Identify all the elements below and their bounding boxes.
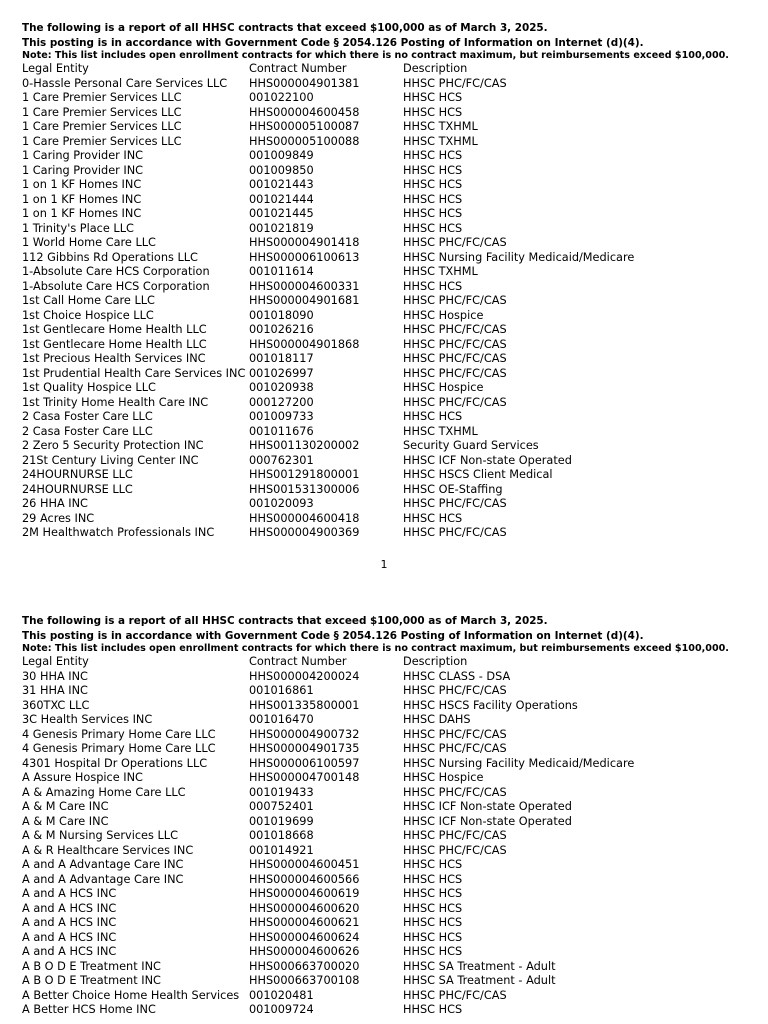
table-row xyxy=(22,1003,752,1018)
legal-entity-cell: 1 Care Premier Services LLC xyxy=(22,134,182,148)
description-cell: HHSC PHC/FC/CAS xyxy=(403,727,507,741)
table-row xyxy=(22,222,752,237)
description-cell: HHSC PHC/FC/CAS xyxy=(403,323,507,336)
report-page-1 xyxy=(22,21,752,541)
description-cell: HHSC CLASS - DSA xyxy=(403,669,511,683)
report-note: Note: This list includes open enrollment contracts for which there is no contract maximum, but reimbursements exceed $100,000. xyxy=(22,50,729,61)
legal-entity-cell: 2 Casa Foster Care LLC xyxy=(22,424,153,438)
legal-entity-cell: A Better HCS Home INC xyxy=(22,1003,156,1016)
contract-number-cell: HHS000006100597 xyxy=(249,756,360,770)
description-cell: HHSC PHC/FC/CAS xyxy=(403,843,507,857)
contract-number-cell: HHS000004600418 xyxy=(249,511,360,525)
legal-entity-cell: 1 Care Premier Services LLC xyxy=(22,105,182,119)
contract-number-cell: 001009850 xyxy=(249,163,314,177)
contract-number-cell: HHS001130200002 xyxy=(249,439,360,452)
table-row xyxy=(22,786,752,801)
contract-number-cell: 001020938 xyxy=(249,381,314,394)
contract-table-page-2 xyxy=(22,670,752,1018)
contract-number-cell: 001016861 xyxy=(249,684,314,697)
legal-entity-cell: 1st Choice Hospice LLC xyxy=(22,308,154,322)
contract-number-cell: HHS000004600626 xyxy=(249,945,360,958)
description-cell: HHSC PHC/FC/CAS xyxy=(403,395,507,409)
contract-number-cell: HHS000006100613 xyxy=(249,250,360,264)
report-posting-statement: This posting is in accordance with Government Code § 2054.126 Posting of Information on Internet (d)(4). xyxy=(22,36,644,49)
description-cell: HHSC ICF Non-state Operated xyxy=(403,800,572,813)
table-row xyxy=(22,699,752,714)
table-row xyxy=(22,309,752,324)
contract-number-cell: HHS000004901381 xyxy=(249,76,360,90)
table-row xyxy=(22,425,752,440)
description-cell: HHSC HCS xyxy=(403,410,463,423)
page-number: 1 xyxy=(380,558,388,571)
legal-entity-cell: 30 HHA INC xyxy=(22,669,88,683)
contract-number-cell: 001021445 xyxy=(249,207,314,220)
column-header-contract-number: Contract Number xyxy=(249,62,347,75)
description-cell: HHSC HCS xyxy=(403,511,463,525)
table-row xyxy=(22,106,752,121)
legal-entity-cell: 1st Call Home Care LLC xyxy=(22,294,155,307)
legal-entity-cell: A and A HCS INC xyxy=(22,930,117,944)
table-row xyxy=(22,265,752,280)
table-row xyxy=(22,367,752,382)
table-row xyxy=(22,742,752,757)
description-cell: HHSC TXHML xyxy=(403,265,478,278)
contract-number-cell: HHS000005100088 xyxy=(249,134,360,148)
contract-number-cell: HHS000005100087 xyxy=(249,120,360,133)
table-row xyxy=(22,757,752,772)
table-row xyxy=(22,512,752,527)
description-cell: HHSC HCS xyxy=(403,916,463,929)
column-header-contract-number: Contract Number xyxy=(249,655,347,668)
description-cell: HHSC TXHML xyxy=(403,120,478,133)
table-row xyxy=(22,338,752,353)
legal-entity-cell: A Better Choice Home Health Services xyxy=(22,988,240,1002)
contract-number-cell: HHS001531300006 xyxy=(249,482,360,496)
contract-number-cell: HHS000004901735 xyxy=(249,742,360,755)
legal-entity-cell: 3C Health Services INC xyxy=(22,713,153,726)
legal-entity-cell: 24HOURNURSE LLC xyxy=(22,482,133,496)
legal-entity-cell: 360TXC LLC xyxy=(22,698,90,712)
table-row xyxy=(22,120,752,135)
report-posting-statement: This posting is in accordance with Government Code § 2054.126 Posting of Information on Internet (d)(4). xyxy=(22,629,644,642)
description-cell: HHSC PHC/FC/CAS xyxy=(403,497,507,510)
legal-entity-cell: 1st Gentlecare Home Health LLC xyxy=(22,337,207,351)
contract-number-cell: HHS000004901418 xyxy=(249,236,360,249)
legal-entity-cell: A Assure Hospice INC xyxy=(22,771,143,784)
table-row xyxy=(22,771,752,786)
table-row xyxy=(22,873,752,888)
legal-entity-cell: 1 on 1 KF Homes INC xyxy=(22,192,142,206)
table-row xyxy=(22,670,752,685)
table-row xyxy=(22,483,752,498)
column-header-description: Description xyxy=(403,655,468,668)
description-cell: HHSC Nursing Facility Medicaid/Medicare xyxy=(403,756,635,770)
legal-entity-cell: 1 Caring Provider INC xyxy=(22,149,144,162)
contract-number-cell: HHS000004600620 xyxy=(249,901,360,915)
description-cell: HHSC HCS xyxy=(403,930,463,944)
description-cell: HHSC PHC/FC/CAS xyxy=(403,684,507,697)
description-cell: HHSC PHC/FC/CAS xyxy=(403,785,507,799)
table-row xyxy=(22,931,752,946)
legal-entity-cell: 112 Gibbins Rd Operations LLC xyxy=(22,250,198,264)
contract-number-cell: HHS000004600619 xyxy=(249,887,360,900)
description-cell: HHSC HCS xyxy=(403,858,463,871)
report-title: The following is a report of all HHSC contracts that exceed $100,000 as of March 3, 2025. xyxy=(22,615,548,627)
description-cell: HHSC HCS xyxy=(403,1003,463,1016)
legal-entity-cell: 4 Genesis Primary Home Care LLC xyxy=(22,727,216,741)
table-header-row xyxy=(22,62,752,77)
legal-entity-cell: 1-Absolute Care HCS Corporation xyxy=(22,279,210,293)
legal-entity-cell: 1 Trinity's Place LLC xyxy=(22,221,134,235)
contract-number-cell: 001026997 xyxy=(249,366,314,380)
legal-entity-cell: A and A HCS INC xyxy=(22,945,117,958)
contract-number-cell: HHS000004900732 xyxy=(249,727,360,741)
contract-number-cell: HHS000004700148 xyxy=(249,771,360,784)
contract-number-cell: 001020093 xyxy=(249,497,314,510)
description-cell: HHSC Hospice xyxy=(403,381,484,394)
description-cell: HHSC HCS xyxy=(403,945,463,958)
contract-number-cell: HHS001291800001 xyxy=(249,468,360,481)
description-cell: HHSC HCS xyxy=(403,872,463,886)
table-header-row xyxy=(22,655,752,670)
contract-number-cell: 001011676 xyxy=(249,424,314,438)
description-cell: HHSC HCS xyxy=(403,178,463,191)
contract-number-cell: HHS000004600451 xyxy=(249,858,360,871)
table-row xyxy=(22,468,752,483)
description-cell: HHSC PHC/FC/CAS xyxy=(403,337,507,351)
table-row xyxy=(22,815,752,830)
legal-entity-cell: 1 Caring Provider INC xyxy=(22,163,144,177)
contract-number-cell: 001022100 xyxy=(249,91,314,104)
contract-number-cell: 001018668 xyxy=(249,829,314,842)
legal-entity-cell: A B O D E Treatment INC xyxy=(22,959,161,973)
contract-number-cell: 001026216 xyxy=(249,323,314,336)
legal-entity-cell: 4 Genesis Primary Home Care LLC xyxy=(22,742,216,755)
contract-number-cell: HHS000004600331 xyxy=(249,279,360,293)
legal-entity-cell: 29 Acres INC xyxy=(22,511,95,525)
description-cell: HHSC HCS xyxy=(403,192,463,206)
legal-entity-cell: 2M Healthwatch Professionals INC xyxy=(22,526,215,539)
table-row xyxy=(22,396,752,411)
legal-entity-cell: 1st Quality Hospice LLC xyxy=(22,381,156,394)
contract-number-cell: HHS000663700108 xyxy=(249,974,360,987)
description-cell: HHSC HCS xyxy=(403,207,463,220)
contract-number-cell: HHS000004600458 xyxy=(249,105,360,119)
table-row xyxy=(22,193,752,208)
description-cell: HHSC Nursing Facility Medicaid/Medicare xyxy=(403,250,635,264)
table-row xyxy=(22,352,752,367)
legal-entity-cell: A & M Nursing Services LLC xyxy=(22,829,178,842)
table-row xyxy=(22,251,752,266)
legal-entity-cell: A and A HCS INC xyxy=(22,887,117,900)
table-row xyxy=(22,902,752,917)
legal-entity-cell: 2 Casa Foster Care LLC xyxy=(22,410,153,423)
contract-number-cell: 001019433 xyxy=(249,785,314,799)
description-cell: HHSC PHC/FC/CAS xyxy=(403,236,507,249)
description-cell: HHSC HCS xyxy=(403,221,463,235)
legal-entity-cell: 1 Care Premier Services LLC xyxy=(22,120,182,133)
description-cell: HHSC TXHML xyxy=(403,134,478,148)
table-row xyxy=(22,454,752,469)
contract-number-cell: HHS000004200024 xyxy=(249,669,360,683)
description-cell: HHSC SA Treatment - Adult xyxy=(403,959,556,973)
legal-entity-cell: 1st Prudential Health Care Services INC xyxy=(22,366,246,380)
contract-number-cell: 001021443 xyxy=(249,178,314,191)
table-row xyxy=(22,858,752,873)
description-cell: HHSC SA Treatment - Adult xyxy=(403,974,556,987)
table-row xyxy=(22,945,752,960)
contract-number-cell: 001018117 xyxy=(249,352,314,365)
legal-entity-cell: 26 HHA INC xyxy=(22,497,88,510)
description-cell: HHSC Hospice xyxy=(403,308,484,322)
contract-number-cell: 000762301 xyxy=(249,453,314,467)
description-cell: HHSC PHC/FC/CAS xyxy=(403,76,507,90)
contract-number-cell: HHS000004600624 xyxy=(249,930,360,944)
legal-entity-cell: 1 Care Premier Services LLC xyxy=(22,91,182,104)
column-header-description: Description xyxy=(403,62,468,75)
contract-number-cell: HHS000004900369 xyxy=(249,526,360,539)
description-cell: HHSC HCS xyxy=(403,887,463,900)
description-cell: HHSC ICF Non-state Operated xyxy=(403,814,572,828)
legal-entity-cell: 4301 Hospital Dr Operations LLC xyxy=(22,756,208,770)
column-header-legal-entity: Legal Entity xyxy=(22,655,89,668)
table-row xyxy=(22,91,752,106)
contract-number-cell: HHS000004901681 xyxy=(249,294,360,307)
table-row xyxy=(22,323,752,338)
description-cell: HHSC DAHS xyxy=(403,713,471,726)
description-cell: HHSC HCS xyxy=(403,279,463,293)
table-row xyxy=(22,713,752,728)
description-cell: HHSC PHC/FC/CAS xyxy=(403,988,507,1002)
description-cell: HHSC Hospice xyxy=(403,771,484,784)
legal-entity-cell: A and A Advantage Care INC xyxy=(22,872,184,886)
contract-number-cell: 001009724 xyxy=(249,1003,314,1016)
table-row xyxy=(22,728,752,743)
description-cell: Security Guard Services xyxy=(403,439,539,452)
contract-number-cell: 001021819 xyxy=(249,221,314,235)
description-cell: HHSC PHC/FC/CAS xyxy=(403,294,507,307)
legal-entity-cell: 1st Precious Health Services INC xyxy=(22,352,206,365)
table-row xyxy=(22,800,752,815)
table-row xyxy=(22,178,752,193)
description-cell: HHSC PHC/FC/CAS xyxy=(403,366,507,380)
description-cell: HHSC HCS xyxy=(403,163,463,177)
legal-entity-cell: 31 HHA INC xyxy=(22,684,88,697)
legal-entity-cell: 24HOURNURSE LLC xyxy=(22,468,133,481)
description-cell: HHSC PHC/FC/CAS xyxy=(403,742,507,755)
contract-number-cell: 001019699 xyxy=(249,814,314,828)
description-cell: HHSC ICF Non-state Operated xyxy=(403,453,572,467)
contract-number-cell: 001009733 xyxy=(249,410,314,423)
description-cell: HHSC HCS xyxy=(403,91,463,104)
table-row xyxy=(22,439,752,454)
legal-entity-cell: A & M Care INC xyxy=(22,814,109,828)
table-row xyxy=(22,381,752,396)
legal-entity-cell: 1st Trinity Home Health Care INC xyxy=(22,395,209,409)
table-row xyxy=(22,887,752,902)
legal-entity-cell: A and A Advantage Care INC xyxy=(22,858,184,871)
description-cell: HHSC PHC/FC/CAS xyxy=(403,526,507,539)
table-row xyxy=(22,844,752,859)
legal-entity-cell: A and A HCS INC xyxy=(22,916,117,929)
contract-number-cell: 001018090 xyxy=(249,308,314,322)
contract-number-cell: HHS000004901868 xyxy=(249,337,360,351)
contract-number-cell: 000752401 xyxy=(249,800,314,813)
table-row xyxy=(22,135,752,150)
legal-entity-cell: 1 on 1 KF Homes INC xyxy=(22,178,142,191)
contract-number-cell: 001011614 xyxy=(249,265,314,278)
legal-entity-cell: 2 Zero 5 Security Protection INC xyxy=(22,439,204,452)
table-row xyxy=(22,164,752,179)
contract-number-cell: 001009849 xyxy=(249,149,314,162)
legal-entity-cell: 1 on 1 KF Homes INC xyxy=(22,207,142,220)
contract-number-cell: 001016470 xyxy=(249,713,314,726)
legal-entity-cell: A & R Healthcare Services INC xyxy=(22,843,194,857)
legal-entity-cell: 1 World Home Care LLC xyxy=(22,236,156,249)
table-row xyxy=(22,149,752,164)
table-row xyxy=(22,960,752,975)
description-cell: HHSC OE-Staffing xyxy=(403,482,503,496)
contract-number-cell: HHS001335800001 xyxy=(249,698,360,712)
contract-number-cell: 001021444 xyxy=(249,192,314,206)
table-row xyxy=(22,684,752,699)
description-cell: HHSC TXHML xyxy=(403,424,478,438)
table-row xyxy=(22,526,752,541)
report-page-2 xyxy=(22,614,752,1018)
table-row xyxy=(22,829,752,844)
description-cell: HHSC HSCS Facility Operations xyxy=(403,698,578,712)
report-note: Note: This list includes open enrollment contracts for which there is no contract maximum, but reimbursements exceed $100,000. xyxy=(22,643,729,654)
table-row xyxy=(22,77,752,92)
contract-number-cell: 001014921 xyxy=(249,843,314,857)
legal-entity-cell: A & M Care INC xyxy=(22,800,109,813)
description-cell: HHSC HCS xyxy=(403,105,463,119)
column-header-legal-entity: Legal Entity xyxy=(22,62,89,75)
description-cell: HHSC PHC/FC/CAS xyxy=(403,352,507,365)
legal-entity-cell: 21St Century Living Center INC xyxy=(22,453,199,467)
table-row xyxy=(22,294,752,309)
table-row xyxy=(22,916,752,931)
table-row xyxy=(22,410,752,425)
legal-entity-cell: 0-Hassle Personal Care Services LLC xyxy=(22,76,228,90)
legal-entity-cell: A and A HCS INC xyxy=(22,901,117,915)
report-title: The following is a report of all HHSC contracts that exceed $100,000 as of March 3, 2025. xyxy=(22,22,548,34)
legal-entity-cell: A B O D E Treatment INC xyxy=(22,974,161,987)
table-row xyxy=(22,497,752,512)
description-cell: HHSC HCS xyxy=(403,901,463,915)
table-row xyxy=(22,280,752,295)
contract-number-cell: 000127200 xyxy=(249,395,314,409)
description-cell: HHSC PHC/FC/CAS xyxy=(403,829,507,842)
table-row xyxy=(22,974,752,989)
contract-number-cell: HHS000004600621 xyxy=(249,916,360,929)
description-cell: HHSC HCS xyxy=(403,149,463,162)
table-row xyxy=(22,236,752,251)
contract-number-cell: HHS000663700020 xyxy=(249,959,360,973)
description-cell: HHSC HSCS Client Medical xyxy=(403,468,553,481)
legal-entity-cell: 1st Gentlecare Home Health LLC xyxy=(22,323,207,336)
contract-number-cell: 001020481 xyxy=(249,988,314,1002)
table-row xyxy=(22,989,752,1004)
contract-table-page-1 xyxy=(22,77,752,541)
contract-number-cell: HHS000004600566 xyxy=(249,872,360,886)
table-row xyxy=(22,207,752,222)
legal-entity-cell: A & Amazing Home Care LLC xyxy=(22,785,186,799)
legal-entity-cell: 1-Absolute Care HCS Corporation xyxy=(22,265,210,278)
